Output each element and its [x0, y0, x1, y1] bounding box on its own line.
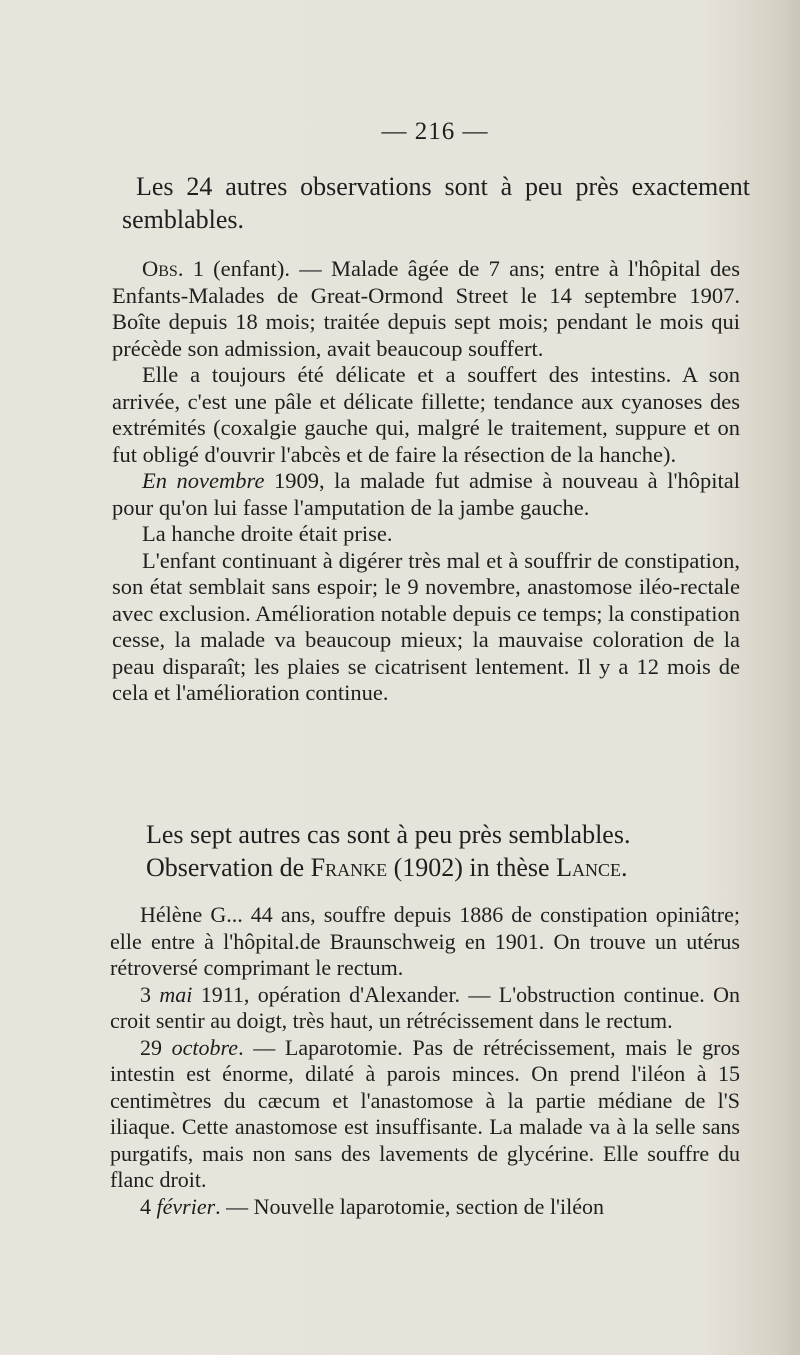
- helene-p4-number: 4: [140, 1193, 157, 1219]
- other-cases-block: [116, 818, 744, 884]
- obs1-text-1: — Malade âgée de 7 ans; entre à l'hôpital des Enfants-Malades de Great-Ormond Street le 14 septembre 1907. Boîte depuis 18 mois; traitée depuis sept mois; pendant le mois qui précède son admission, avait beaucoup souffert.: [112, 256, 740, 361]
- obs1-paragraph-2: Elle a toujours été délicate et a souffert des intestins. A son arrivée, c'est une pâle et délicate fillette; tendance aux cyanoses des extrémités (coxalgie gauche qui, malgré le traitement, suppure et on fut obligé d'ouvrir l'abcès et de faire la résection de la hanche).: [112, 362, 740, 467]
- other-cases-sentence: Les sept autres cas sont à peu près semblables.: [146, 820, 631, 849]
- intro-paragraph: Les 24 autres observations sont à peu près exactement semblables.: [122, 172, 750, 234]
- helene-paragraph-3: [110, 1035, 740, 1194]
- intro-block: [122, 170, 750, 236]
- obs1-date: En novembre: [142, 468, 265, 493]
- obs-label: Obs: [142, 256, 178, 281]
- helene-p2-text: 1911, opération d'Alexander. — L'obstruction continue. On croit sentir au doigt, très haut, un rétrécissement dans le rectum.: [110, 981, 741, 1033]
- helene-p3-number: 29: [140, 1034, 172, 1060]
- helene-p4-date: février: [156, 1193, 216, 1219]
- obs1-paragraph-3: [112, 468, 740, 521]
- thesis-name: Lance: [556, 853, 621, 882]
- obs1-number: . 1 (enfant).: [177, 256, 290, 281]
- helene-p3-date: octobre: [171, 1034, 239, 1060]
- obs-ref-suffix: .: [620, 853, 628, 882]
- author-name: Franke: [310, 853, 388, 882]
- helene-p3-text: . — Laparotomie. Pas de rétrécissement, mais le gros intestin est énorme, dilaté à parois minces. On prend l'iléon à 15 centimètres du cæcum et l'anastomose à la partie médiane de l'S iliaque. Cette anastomose est insuffisante. La malade va à la selle sans purgatifs, mais non sans des lavements de glycérine. Elle souffre du flanc droit.: [110, 1034, 740, 1192]
- helene-observation: [110, 902, 740, 1220]
- page-number: — 216 —: [381, 118, 489, 145]
- observation-reference: [116, 851, 744, 884]
- obs-ref-middle: (1902) in thèse: [387, 853, 557, 882]
- obs-ref-prefix: Observation de: [146, 853, 311, 882]
- obs1-paragraph-4: La hanche droite était prise.: [142, 521, 393, 546]
- obs1-text-3: 1909, la malade fut admise à nouveau à l'hôpital pour qu'on lui fasse l'amputation de la jambe gauche.: [112, 468, 741, 520]
- helene-paragraph-4: [110, 1194, 740, 1221]
- helene-p2-number: 3: [140, 981, 160, 1007]
- helene-p2-date: mai: [159, 981, 193, 1007]
- helene-paragraph-2: [110, 982, 740, 1035]
- helene-p4-text: . — Nouvelle laparotomie, section de l'iléon: [215, 1193, 605, 1219]
- obs1-paragraph-1: [112, 256, 740, 362]
- obs1-paragraph-5: L'enfant continuant à digérer très mal et à souffrir de constipation, son état semblait sans espoir; le 9 novembre, anastomose iléo-rectale avec exclusion. Amélioration notable depuis ce temps; la constipation cesse, la malade va beaucoup mieux; la mauvaise coloration de la peau disparaît; les plaies se cicatrisent lentement. Il y a 12 mois de cela et l'amélioration continue.: [112, 547, 740, 705]
- helene-paragraph-1: Hélène G... 44 ans, souffre depuis 1886 de constipation opiniâtre; elle entre à l'hôpital.de Braunschweig en 1901. On trouve un utérus rétroversé comprimant le rectum.: [110, 902, 740, 980]
- observation-1: [112, 256, 740, 707]
